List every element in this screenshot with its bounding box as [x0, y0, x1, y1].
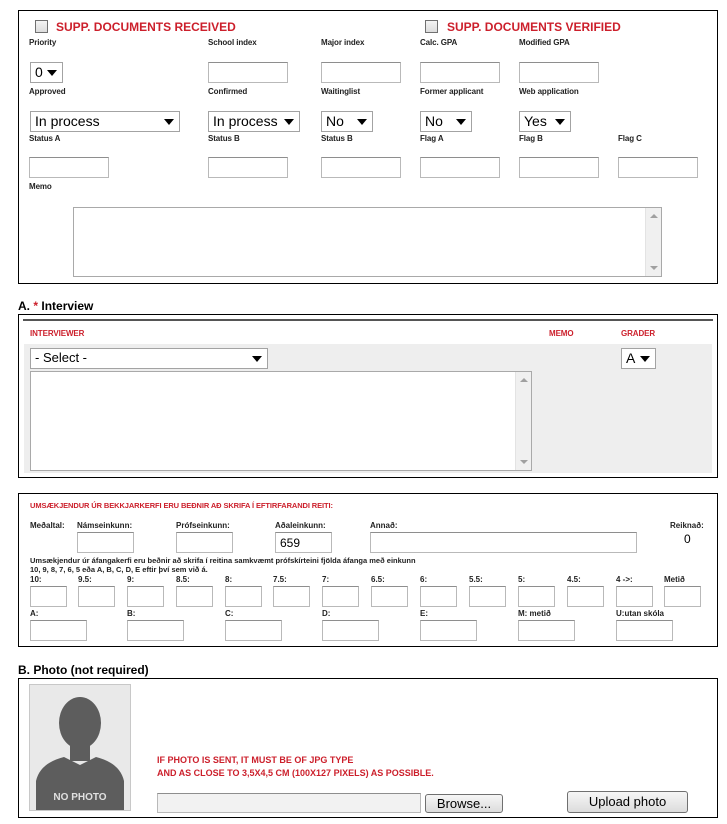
grader-column-header: GRADER — [621, 329, 656, 338]
annad-label: Annað: — [370, 521, 398, 530]
letter-label: A: — [30, 609, 39, 618]
chevron-down-icon — [555, 119, 565, 125]
waitinglist-label: Waitinglist — [321, 87, 361, 96]
grades-note-line2: 10, 9, 8, 7, 6, 5 eða A, B, C, D, E eftir því sem við á. — [30, 565, 208, 574]
letter-count-input[interactable] — [127, 620, 184, 641]
adaleinkunn-label: Aðaleinkunn: — [275, 521, 326, 530]
score-count-input[interactable] — [127, 586, 164, 607]
photo-notice-line1: IF PHOTO IS SENT, IT MUST BE OF JPG TYPE — [157, 755, 354, 765]
score-count-input[interactable] — [322, 586, 359, 607]
flag-c-input[interactable] — [618, 157, 698, 178]
score-count-input[interactable] — [30, 586, 67, 607]
score-count-input[interactable] — [469, 586, 506, 607]
applicant-status-panel — [18, 10, 718, 284]
letter-count-input[interactable] — [30, 620, 87, 641]
status-a-input[interactable] — [29, 157, 109, 178]
letter-count-input[interactable] — [616, 620, 673, 641]
score-count-input[interactable] — [420, 586, 457, 607]
score-label: 5: — [518, 575, 526, 584]
grades-note-line1: Umsækjendur úr áfangakerfi eru beðnir að skrifa í reitina samkvæmt prófskírteini fjölda áfanga með einkunn — [30, 556, 416, 565]
priority-select[interactable] — [30, 62, 63, 83]
flag-a-label: Flag A — [420, 134, 444, 143]
interview-memo-scrollbar[interactable] — [515, 372, 531, 470]
score-count-input[interactable] — [273, 586, 310, 607]
memo-label: Memo — [29, 182, 52, 191]
supp-documents-verified-checkbox[interactable] — [425, 20, 438, 33]
interview-title: Interview — [41, 299, 94, 313]
adaleinkunn-input[interactable] — [275, 532, 332, 553]
score-label: 4 ->: — [616, 575, 633, 584]
photo-notice-line2: AND AS CLOSE TO 3,5X4,5 CM (100X127 PIXELS) AS POSSIBLE. — [157, 768, 434, 778]
namseinkunn-label: Námseinkunn: — [77, 521, 133, 530]
grader-select[interactable] — [621, 348, 656, 369]
interviewer-select[interactable] — [30, 348, 268, 369]
waitinglist-select[interactable] — [321, 111, 373, 132]
status-a-label: Status A — [29, 134, 61, 143]
waitinglist-value: No — [326, 113, 344, 129]
supp-documents-received-checkbox[interactable] — [35, 20, 48, 33]
web-application-select[interactable] — [519, 111, 571, 132]
flag-b-input[interactable] — [519, 157, 599, 178]
chevron-down-icon — [252, 356, 262, 362]
score-label: 5.5: — [469, 575, 483, 584]
memo-textarea[interactable] — [73, 207, 662, 277]
letter-label: M: metið — [518, 609, 551, 618]
score-count-input[interactable] — [616, 586, 653, 607]
score-label: 6: — [420, 575, 428, 584]
namseinkunn-input[interactable] — [77, 532, 134, 553]
required-star: * — [33, 299, 39, 313]
approved-value: In process — [35, 113, 100, 129]
flag-a-input[interactable] — [420, 157, 500, 178]
flag-b-label: Flag B — [519, 134, 543, 143]
score-count-input[interactable] — [518, 586, 555, 607]
letter-label: U:utan skóla — [616, 609, 665, 618]
score-label: 10: — [30, 575, 42, 584]
supp-documents-verified-label: SUPP. DOCUMENTS VERIFIED — [447, 20, 621, 34]
priority-label: Priority — [29, 38, 57, 47]
score-label: 7.5: — [273, 575, 287, 584]
browse-button[interactable]: Browse... — [425, 794, 503, 813]
grades-header: UMSÆKJENDUR ÚR BEKKJARKERFI ERU BEÐNIR AÐ SKRIFA Í EFTIRFARANDI REITI: — [30, 501, 333, 510]
scroll-down-icon — [520, 460, 528, 464]
interview-header-rule — [23, 319, 713, 321]
score-count-input[interactable] — [567, 586, 604, 607]
interviewer-value: - Select - — [35, 350, 88, 365]
memo-column-header: MEMO — [549, 329, 574, 338]
school-index-input[interactable] — [208, 62, 288, 83]
flag-c-label: Flag C — [618, 134, 642, 143]
interview-panel — [18, 314, 718, 478]
score-label: 8.5: — [176, 575, 190, 584]
scroll-up-icon — [520, 378, 528, 382]
memo-scrollbar[interactable] — [645, 208, 661, 276]
major-index-input[interactable] — [321, 62, 401, 83]
medaltal-label: Meðaltal: — [30, 521, 65, 530]
annad-input[interactable] — [370, 532, 637, 553]
confirmed-label: Confirmed — [208, 87, 248, 96]
confirmed-select[interactable] — [208, 111, 300, 132]
interview-memo-textarea[interactable] — [30, 371, 532, 471]
former-applicant-label: Former applicant — [420, 87, 484, 96]
approved-select[interactable] — [30, 111, 180, 132]
modified-gpa-input[interactable] — [519, 62, 599, 83]
no-photo-label: NO PHOTO — [53, 792, 107, 803]
profseinkunn-input[interactable] — [176, 532, 233, 553]
former-applicant-select[interactable] — [420, 111, 472, 132]
chevron-down-icon — [164, 119, 174, 125]
reiknad-value: 0 — [684, 532, 691, 546]
former-applicant-value: No — [425, 113, 443, 129]
profseinkunn-label: Prófseinkunn: — [176, 521, 230, 530]
score-count-input[interactable] — [664, 586, 701, 607]
letter-count-input[interactable] — [225, 620, 282, 641]
status-b-label: Status B — [208, 134, 240, 143]
score-label: 8: — [225, 575, 233, 584]
upload-photo-button[interactable]: Upload photo — [567, 791, 688, 813]
priority-value: 0 — [35, 64, 43, 80]
chevron-down-icon — [47, 70, 57, 76]
chevron-down-icon — [284, 119, 294, 125]
major-index-label: Major index — [321, 38, 365, 47]
web-application-value: Yes — [524, 113, 547, 129]
reiknad-label: Reiknað: — [670, 521, 704, 530]
grader-value: A — [626, 350, 636, 366]
chevron-down-icon — [640, 356, 650, 362]
score-count-input[interactable] — [78, 586, 115, 607]
photo-title: Photo (not required) — [33, 663, 149, 677]
score-label: 6.5: — [371, 575, 385, 584]
score-label: 4.5: — [567, 575, 581, 584]
interview-prefix: A. — [18, 299, 30, 313]
adaleinkunn-value: 659 — [280, 536, 301, 550]
score-label: 7: — [322, 575, 330, 584]
school-index-label: School index — [208, 38, 257, 47]
chevron-down-icon — [456, 119, 466, 125]
photo-prefix: B. — [18, 663, 30, 677]
interviewer-column-header: INTERVIEWER — [30, 329, 85, 338]
calc-gpa-label: Calc. GPA — [420, 38, 458, 47]
score-count-input[interactable] — [371, 586, 408, 607]
no-photo-placeholder — [29, 684, 131, 811]
letter-count-input[interactable] — [518, 620, 575, 641]
confirmed-value: In process — [213, 113, 278, 129]
score-label: Metið — [664, 575, 685, 584]
letter-count-input[interactable] — [322, 620, 379, 641]
photo-section-title — [18, 663, 149, 677]
status-b2-label: Status B — [321, 134, 353, 143]
interview-section-title — [18, 299, 93, 313]
photo-panel — [18, 678, 718, 818]
letter-label: D: — [322, 609, 331, 618]
letter-label: E: — [420, 609, 428, 618]
grades-panel — [18, 493, 718, 647]
score-count-input[interactable] — [225, 586, 262, 607]
scroll-up-icon — [650, 214, 658, 218]
letter-label: C: — [225, 609, 234, 618]
supp-documents-received-label: SUPP. DOCUMENTS RECEIVED — [56, 20, 236, 34]
approved-label: Approved — [29, 87, 66, 96]
status-b2-input[interactable] — [321, 157, 401, 178]
letter-count-input[interactable] — [420, 620, 477, 641]
score-label: 9: — [127, 575, 135, 584]
score-count-input[interactable] — [176, 586, 213, 607]
scroll-down-icon — [650, 266, 658, 270]
score-label: 9.5: — [78, 575, 92, 584]
web-application-label: Web application — [519, 87, 579, 96]
photo-file-input[interactable] — [157, 793, 421, 813]
chevron-down-icon — [357, 119, 367, 125]
status-b-input[interactable] — [208, 157, 288, 178]
letter-label: B: — [127, 609, 136, 618]
calc-gpa-input[interactable] — [420, 62, 500, 83]
modified-gpa-label: Modified GPA — [519, 38, 570, 47]
